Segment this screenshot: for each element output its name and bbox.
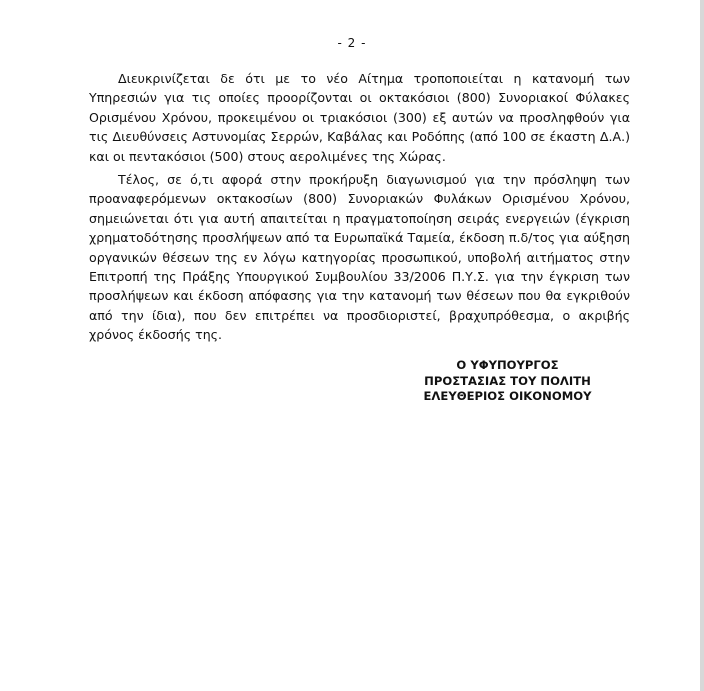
signature-block bbox=[395, 358, 620, 405]
paragraph-text: Τέλος, σε ό,τι αφορά στην προκήρυξη διαγωνισμού για την πρόσληψη των προαναφερόμενων οκτακοσίων (800) Συνοριακών Φυλάκων Ορισμένου Χρόνου, σημειώνεται ότι για αυτή απαιτείται η πραγματοποίηση σειράς ενεργειών (έγκριση χρηματοδότησης προσλήψεων από τα Ευρωπαϊκά Ταμεία, έκδοση π.δ/τος για αύξηση οργανικών θέσεων της εν λόγω κατηγορίας προσωπικού, υποβολή αιτήματος στην Επιτροπή της Πράξης Υπουργικού Συμβουλίου 33/2006 Π.Υ.Σ. για την έγκριση των προσλήψεων και έκδοση απόφασης για την κατανομή των θέσεων που θα εγκριθούν από την ίδια), που δεν επιτρέπει να προσδιοριστεί, βραχυπρόθεσμα, ο ακριβής χρόνος έκδοσής της. bbox=[89, 172, 630, 343]
signature-name: ΕΛΕΥΘΕΡΙΟΣ ΟΙΚΟΝΟΜΟΥ bbox=[423, 389, 592, 404]
paragraph-text: Διευκρινίζεται δε ότι με το νέο Αίτημα τροποποιείται η κατανομή των Υπηρεσιών για τις οποίες προορίζονται οι οκτακόσιοι (800) Συνοριακοί Φύλακες Ορισμένου Χρόνου, προκειμένου οι τριακόσιοι (300) εξ αυτών να προσληφθούν για τις Διευθύνσεις Αστυνομίας Σερρών, Καβάλας και Ροδόπης (από 100 σε έκαστη Δ.Α.) και οι πεντακόσιοι (500) στους αερολιμένες της Χώρας. bbox=[89, 71, 630, 164]
page-number: - 2 - bbox=[337, 36, 367, 50]
page-edge bbox=[700, 0, 704, 691]
signature-ministry: ΠΡΟΣΤΑΣΙΑΣ ΤΟΥ ΠΟΛΙΤΗ bbox=[424, 373, 591, 388]
signature-title: Ο ΥΦΥΠΟΥΡΓΟΣ bbox=[456, 358, 559, 372]
body-paragraph-2 bbox=[89, 170, 630, 345]
body-paragraph-1 bbox=[89, 69, 630, 166]
